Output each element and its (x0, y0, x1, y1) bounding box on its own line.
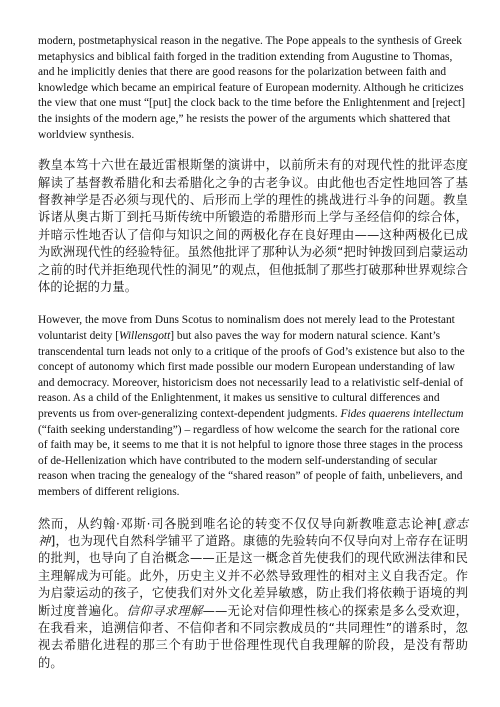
paragraph-text: ——无论对信仰理性核心的探索是多么受欢迎，在我看来，追溯信仰者、不信仰者和不同宗教成员的“共同理性”的谱系时，忽视去希腊化进程的那三个有助于世俗理性现代自我理解的阶段，是没有帮助的。 (38, 603, 468, 670)
paragraph-text: modern, postmetaphysical reason in the negative. The Pope appeals to the synthesis of Greek metaphysics and biblical faith forged in the tradition extending from Augustine to Thomas, and he implicitly denies that there are good reasons for the polarization between faith and knowledge which became an empirical feature of European modernity. Although he criticizes the view that one must “[put] the clock back to the time before the Enlightenment and [reject] the insights of the modern age,” he resists the power of the arguments which shattered that worldview synthesis. (38, 35, 465, 141)
italic-term-fides-quaerens: Fides quaerens intellectum (340, 407, 464, 420)
paragraph-text: 然而，从约翰·邓斯·司各脱到唯名论的转变不仅仅导向新教唯意志论神[ (38, 516, 442, 531)
paragraph-text: (“faith seeking understanding”) – regardless of how welcome the search for the rational core of faith may be, it seems to me that it is not helpful to ignore those three stages in the process of de-Hellenization which have contributed to the modern self-understanding of secular reason when tracing the genealogy of the “shared reason” of people of faith, unbelievers, and members of different religions. (38, 423, 463, 498)
italic-term-willensgott: Willensgott (119, 330, 171, 342)
paragraph-english-1 (38, 34, 468, 143)
paragraph-text: ] but also paves the way for modern natural science. Kant’s transcendental turn leads not only to a critique of the proofs of God’s existence but also to the concept of autonomy which first made possible our modern European understanding of law and democracy. Moreover, historicism does not necessarily lead to a relativistic self-denial of reason. As a child of the Enlightenment, it makes us sensitive to cultural differences and prevents us from over-generalizing context-dependent judgments. (38, 330, 465, 420)
paragraph-text: ]，也为现代自然科学铺平了道路。康德的先验转向不仅导向对上帝存在证明的批判，也导向了自治概念——正是这一概念首先使我们的现代欧洲法律和民主理解成为可能。此外，历史主义并不必然导致理性的相对主义自我否定。作为启蒙运动的孩子，它使我们对外文化差异敏感，防止我们将依赖于语境的判断过度普遍化。 (38, 533, 468, 618)
paragraph-text: However, the move from Duns Scotus to nominalism does not merely lead to the Protestant voluntarist deity [ (38, 314, 455, 342)
paragraph-english-2 (38, 313, 468, 500)
paragraph-text: 教皇本笃十六世在最近雷根斯堡的演讲中，以前所未有的对现代性的批评态度解读了基督教希腊化和去希腊化之争的古老争议。由此他也否定性地回答了基督教神学是否必须与现代的、后形而上学的理性的挑战进行斗争的问题。教皇诉诸从奥古斯丁到托马斯传统中所锻造的希腊形而上学与圣经信仰的综合体，并暗示性地否认了信仰与知识之间的两极化存在良好理由——这种两极化已成为欧洲现代性的经验特征。虽然他批评了那种认为必须“把时钟拨回到启蒙运动之前的时代并拒绝现代性的洞见”的观点，但他抵制了那些打破那种世界观综合体的论据的力量。 (38, 158, 468, 294)
paragraph-chinese-2 (38, 516, 468, 673)
italic-term-willensgott-zh: 意志神 (38, 516, 468, 548)
italic-term-fides-quaerens-zh: 信仰寻求理解 (126, 603, 203, 618)
paragraph-chinese-1 (38, 157, 468, 296)
document-page (38, 34, 468, 672)
